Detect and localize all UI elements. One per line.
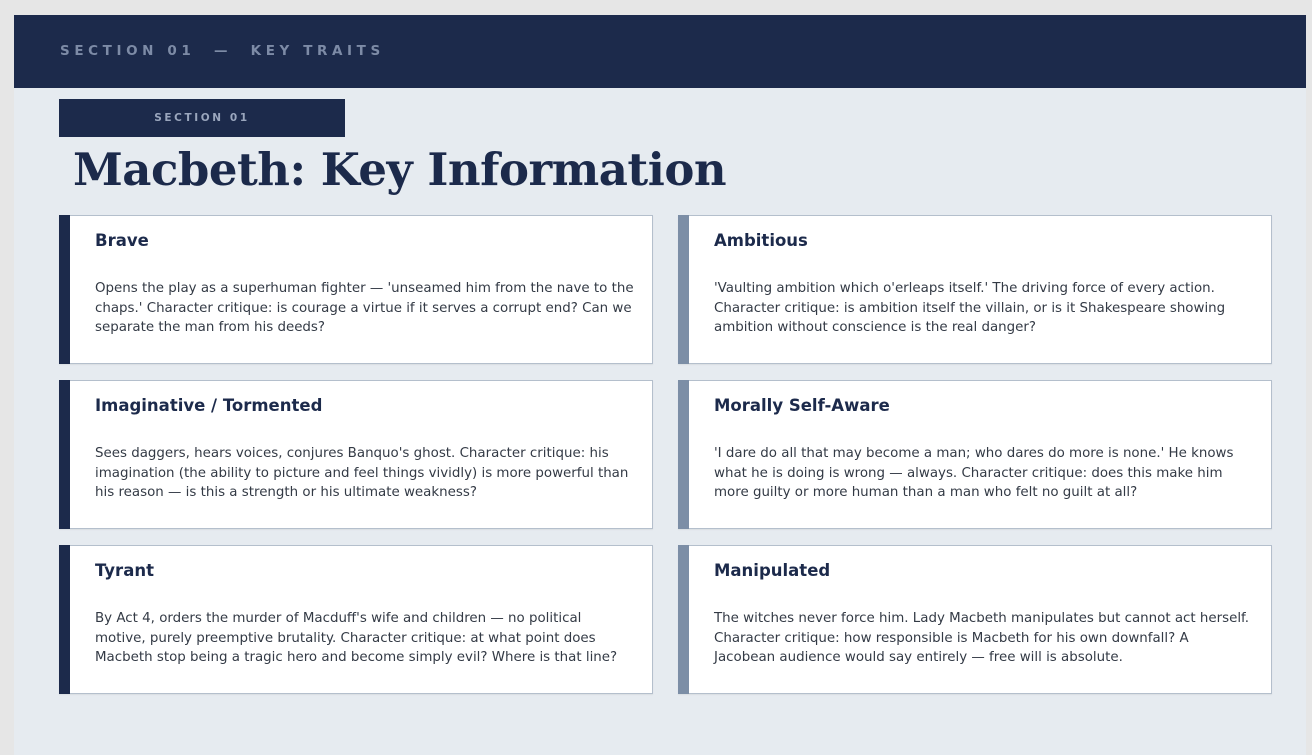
card-accent-bar (59, 380, 70, 529)
card-title: Manipulated (714, 561, 831, 580)
card-title: Brave (95, 231, 149, 250)
slide (14, 15, 1306, 755)
card-body: 'I dare do all that may become a man; who dares do more is none.' He knows what he is doing is wrong — always. Character critique: does this make him more guilty or more human than a man who felt no guilt at all? (714, 446, 1234, 501)
card-body: Opens the play as a superhuman fighter — 'unseamed him from the nave to the chaps.' Character critique: is courage a virtue if it serves a corrupt end? Can we separate the man from his deeds? (95, 281, 634, 336)
card-title: Imaginative / Tormented (95, 396, 323, 415)
card-accent-bar (678, 545, 689, 694)
trait-card-manipulated (678, 545, 1272, 694)
card-accent-bar (678, 215, 689, 364)
trait-card-morally-self-aware (678, 380, 1272, 529)
trait-card-imaginative (59, 380, 653, 529)
header-bar (14, 15, 1306, 88)
trait-card-brave (59, 215, 653, 364)
trait-card-ambitious (678, 215, 1272, 364)
card-body: By Act 4, orders the murder of Macduff's wife and children — no political motive, purely preemptive brutality. Character critique: at what point does Macbeth stop being a tragic hero and become simply evil? Where is that line? (95, 611, 618, 666)
card-body: Sees daggers, hears voices, conjures Banquo's ghost. Character critique: his imagination (the ability to picture and feel things vividly) is more powerful than his reason — is this a strength or his ultimate weakness? (95, 446, 629, 501)
page-title: Macbeth: Key Information (73, 143, 727, 196)
card-title: Ambitious (714, 231, 808, 250)
card-accent-bar (59, 545, 70, 694)
card-accent-bar (678, 380, 689, 529)
card-title: Tyrant (95, 561, 154, 580)
card-title: Morally Self-Aware (714, 396, 890, 415)
card-body: The witches never force him. Lady Macbeth manipulates but cannot act herself. Character critique: how responsible is Macbeth for his own downfall? A Jacobean audience would say entirely — free will is absolute. (714, 611, 1250, 666)
section-label: SECTION 01 (59, 99, 345, 137)
header-breadcrumb: SECTION 01 — KEY TRAITS (60, 43, 385, 59)
trait-card-tyrant (59, 545, 653, 694)
card-accent-bar (59, 215, 70, 364)
card-body: 'Vaulting ambition which o'erleaps itself.' The driving force of every action. Character critique: is ambition itself the villain, or is it Shakespeare showing ambition without conscience is the real danger? (714, 281, 1226, 336)
